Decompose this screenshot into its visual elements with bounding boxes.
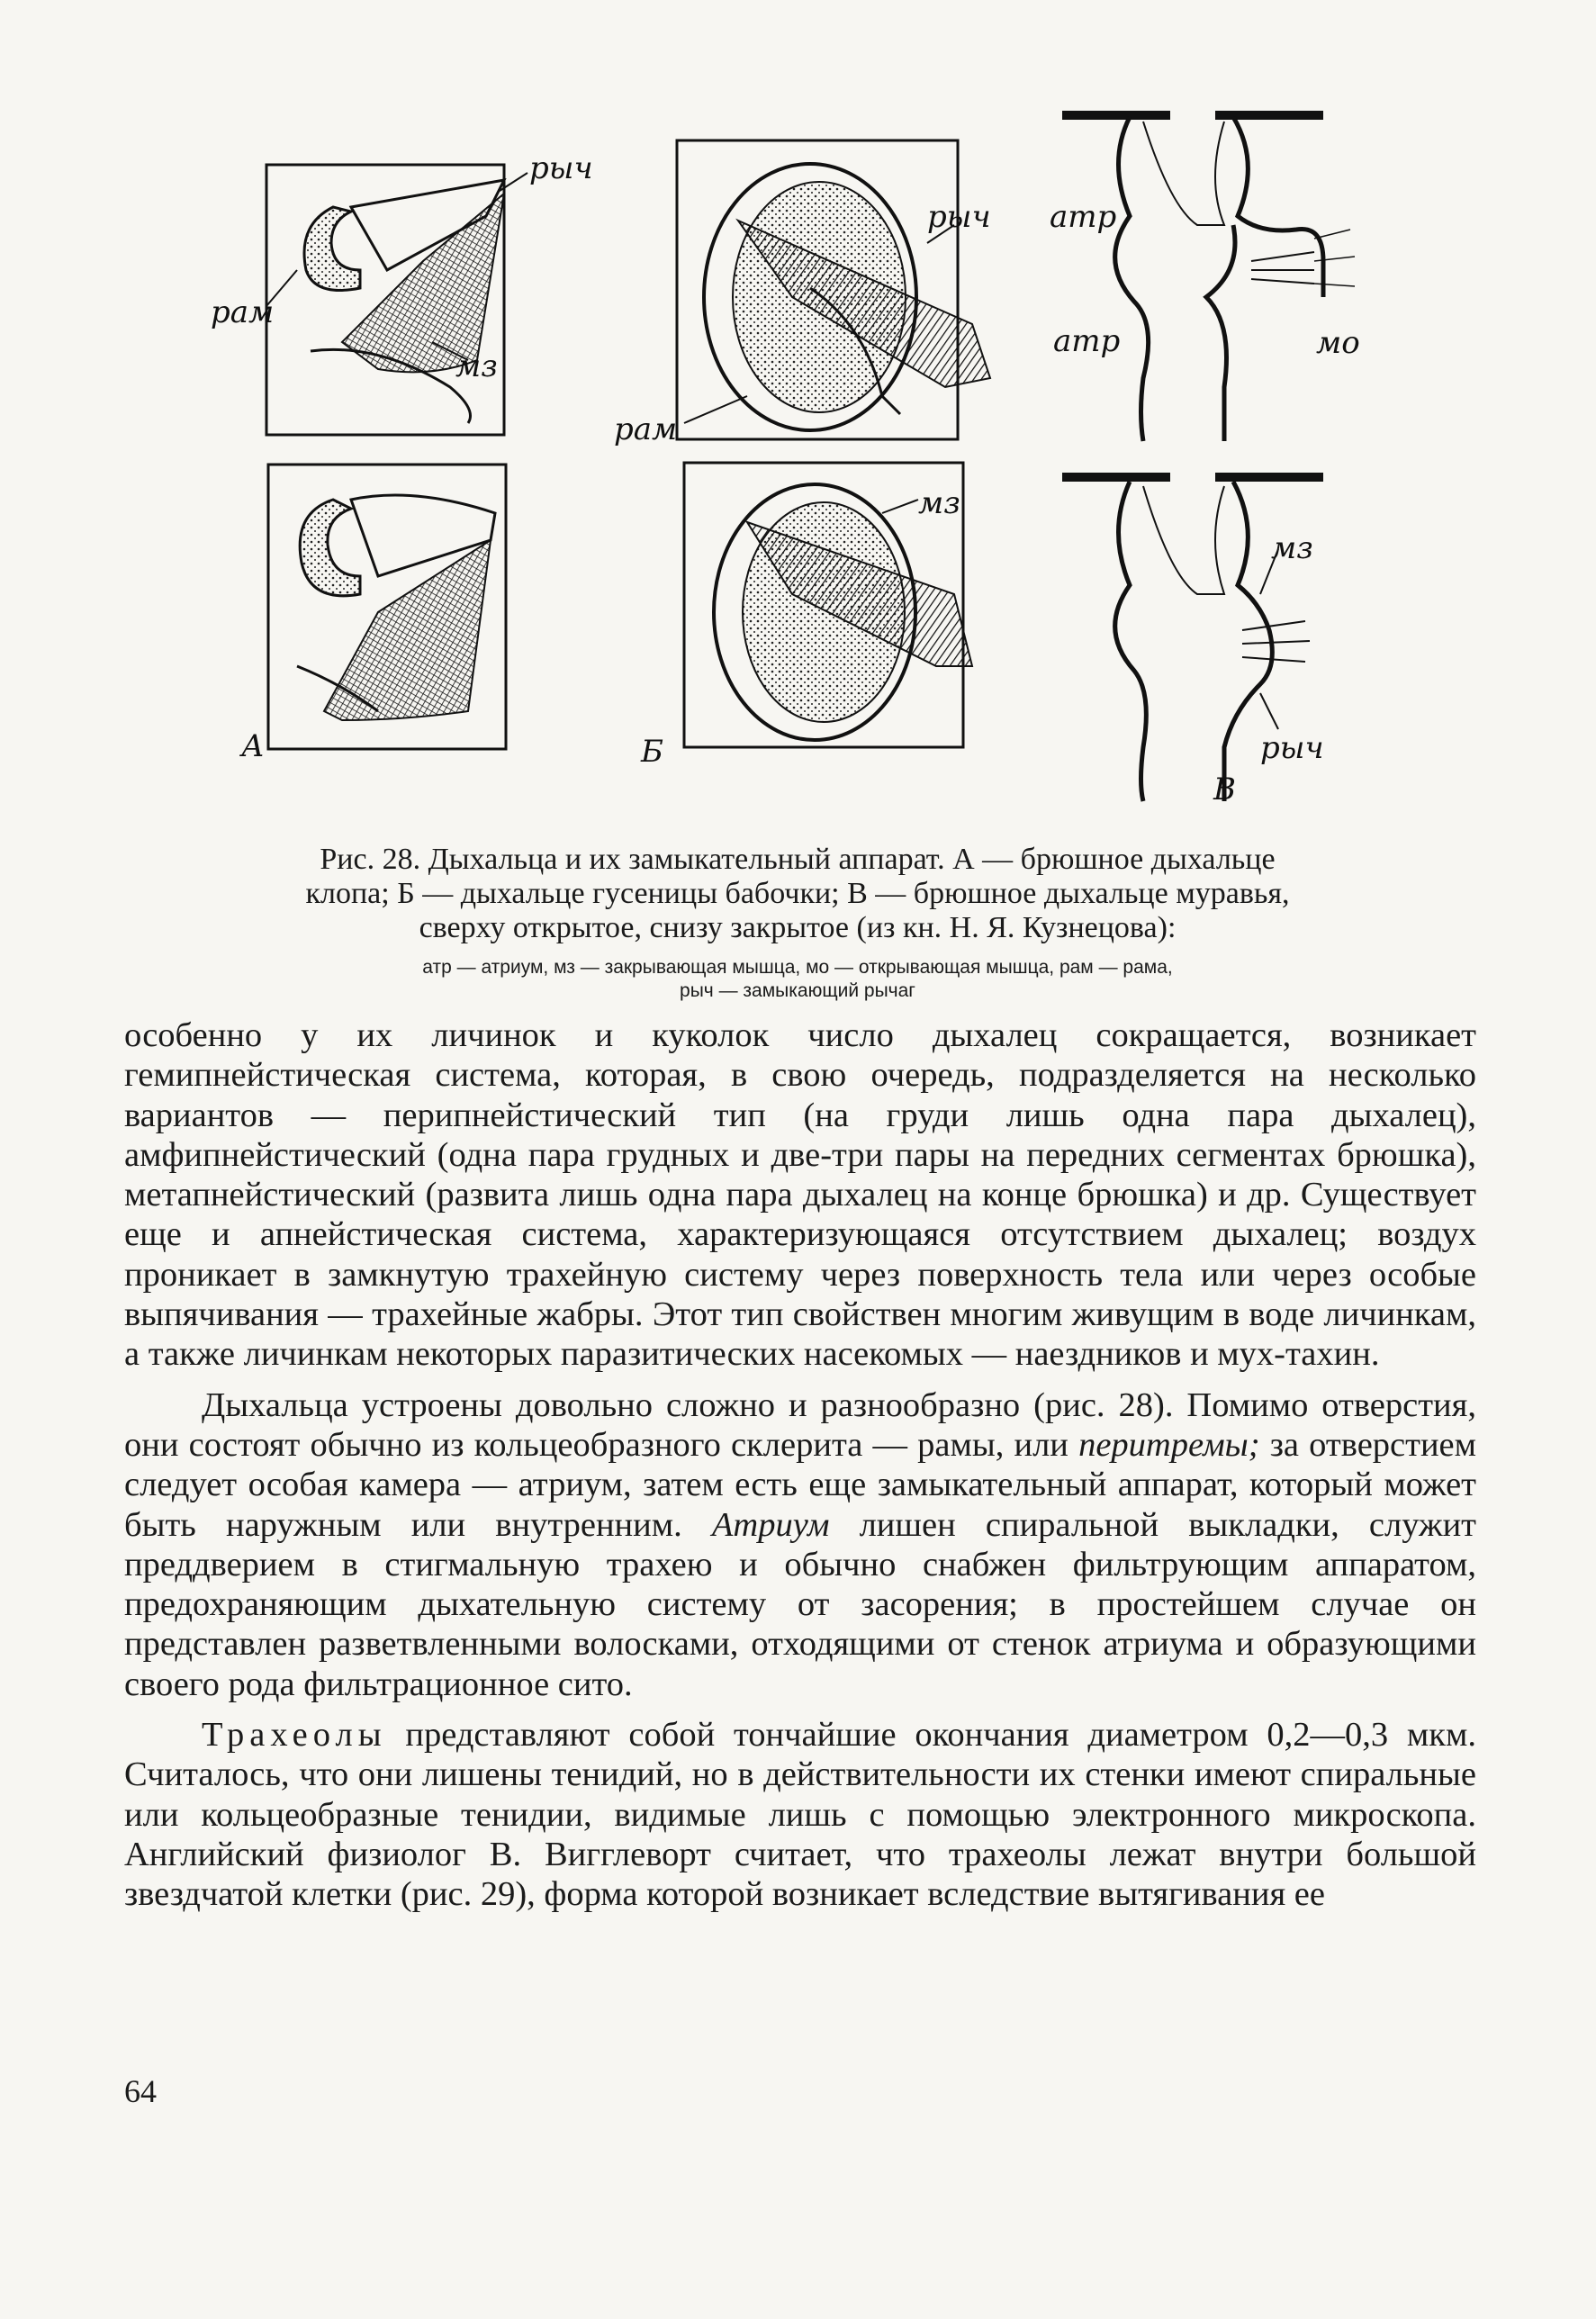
term-atrium: Атриум bbox=[711, 1505, 830, 1544]
panel-b-open bbox=[677, 140, 990, 439]
caption-line-2: клопа; Б — дыхальце гусеницы бабочки; В — брюшное дыхальце муравья, bbox=[305, 877, 1290, 910]
figure-28 bbox=[0, 0, 1596, 828]
paragraph-2-part-c: за отверстием следует особая камера — атриум, затем есть еще замыкательный аппарат, который может быть наружным или внутренним. bbox=[124, 1425, 1476, 1544]
caption-line-3: сверху открытое, снизу закрытое (из кн. Н. Я. Кузнецова): bbox=[419, 911, 1177, 944]
paragraph-2-part-a: Дыхальца устроены довольно сложно и разнообразно (рис. 28). Помимо отверстия, они состоят обычно из кольцеобразного склерита — рамы, или bbox=[124, 1385, 1476, 1464]
label-mz-b: мз bbox=[918, 485, 960, 521]
paragraph-3 bbox=[124, 1715, 1476, 1914]
label-rych-v: рыч bbox=[1260, 730, 1324, 766]
panel-a-open bbox=[266, 165, 527, 435]
panel-v-open bbox=[1062, 115, 1355, 441]
caption-legend-1: атр — атриум, мз — закрывающая мышца, мо — открывающая мышца, рам — рама, bbox=[422, 957, 1173, 978]
caption-legend-2: рыч — замыкающий рычаг bbox=[680, 980, 915, 1001]
term-peritrema: перитремы; bbox=[1078, 1425, 1260, 1464]
panel-a-closed bbox=[268, 465, 506, 749]
label-mz-a: мз bbox=[455, 348, 498, 384]
paragraph-2-part-e: лишен спиральной выкладки, служит преддверием в стигмальную трахею и обычно снабжен фильтрующим аппаратом, предохраняющим дыхательную систему от засорения; в простейшем случае он представлен разветвленными волосками, отходящими от стенок атриума и образующими своего рода фильтрационное сито. bbox=[124, 1505, 1476, 1703]
label-panel-b: Б bbox=[641, 734, 663, 770]
page-number: 64 bbox=[124, 2073, 157, 2109]
label-atr-v2: атр bbox=[1053, 323, 1121, 359]
term-tracheoly: Трахеолы bbox=[202, 1716, 387, 1755]
paragraph-2 bbox=[124, 1385, 1476, 1704]
body-text bbox=[124, 1015, 1476, 1915]
label-panel-v: В bbox=[1213, 771, 1236, 808]
caption-line-1: Рис. 28. Дыхальца и их замыкательный аппарат. А — брюшное дыхальце bbox=[320, 843, 1276, 876]
label-rych-b: рыч bbox=[927, 199, 991, 235]
label-mz-v: мз bbox=[1271, 530, 1313, 566]
label-atr-v1: атр bbox=[1050, 199, 1117, 235]
paragraph-3-part-b: представляют собой тончайшие окончания диаметром 0,2—0,3 мкм. Считалось, что они лишены тенидий, но в действительности их стенки имеют спиральные или кольцеобразные тенидии, видимые лишь с помощью электронного микроскопа. Английский физиолог В. Вигглеворт считает, что трахеолы лежат внутри большой звездчатой клетки (рис. 29), форма которой возникает вследствие вытягивания ее bbox=[124, 1716, 1476, 1914]
paragraph-1: особенно у их личинок и куколок число дыхалец сокращается, возникает гемипнейстическая система, которая, в свою очередь, подразделяется на несколько вариантов — перипнейстический тип (на груди лишь одна пара дыхалец), амфипнейстический (одна пара грудных и две-три пары на передних сегментах брюшка), метапнейстический (развита лишь одна пара дыхалец на конце брюшка) и др. Существует еще и апнейстическая система, характеризующаяся отсутствием дыхалец; воздух проникает в замкнутую трахейную систему через поверхность тела или через особые выпячивания — трахейные жабры. Этот тип свойствен многим живущим в воде личинкам, а также личинкам некоторых паразитических насекомых — наездников и мух-тахин. bbox=[124, 1016, 1476, 1374]
label-panel-a: А bbox=[241, 728, 265, 764]
label-ram-b: рам bbox=[614, 411, 678, 447]
label-mo-v: мо bbox=[1316, 325, 1360, 361]
figure-caption bbox=[212, 843, 1383, 1003]
label-rych-a: рыч bbox=[529, 150, 593, 186]
label-ram-a: рам bbox=[211, 294, 275, 330]
